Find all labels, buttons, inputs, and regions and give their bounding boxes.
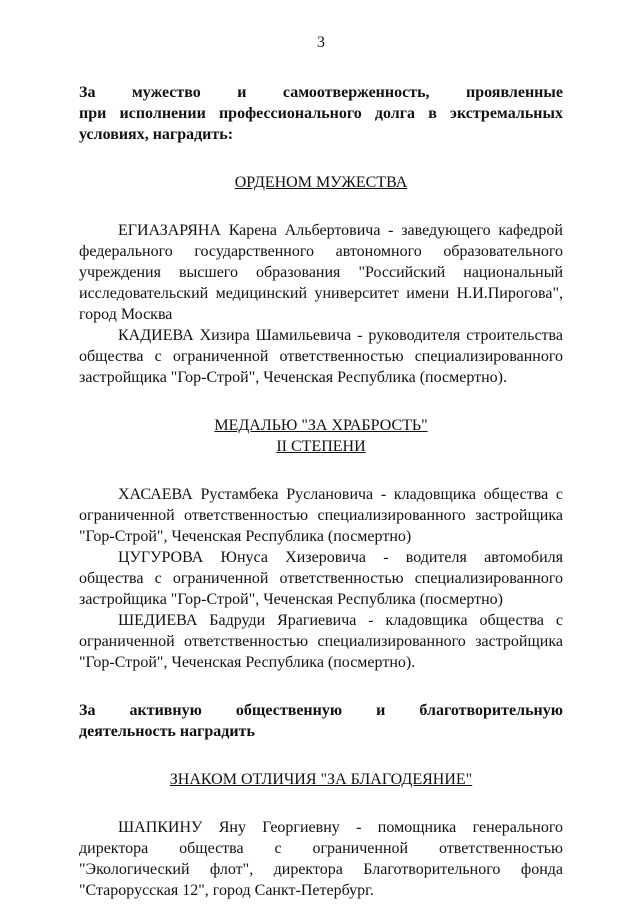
award-title-degree: II СТЕПЕНИ xyxy=(276,438,366,455)
section-intro-first-line: За активную общественную и благотворительную xyxy=(79,702,563,719)
recipient-entry: ХАСАЕВА Рустамбека Руслановича - кладовщика общества с ограниченной ответственностью специализированного застройщика "Гор-Строй", Чеченская Республика (посмертно) xyxy=(79,486,563,545)
award-title: ЗНАКОМ ОТЛИЧИЯ "ЗА БЛАГОДЕЯНИЕ" xyxy=(169,771,473,788)
award-section-courage xyxy=(79,82,563,673)
recipient-entry: ЕГИАЗАРЯНА Карена Альбертовича - заведующего кафедрой федерального государственного автономного образовательного учреждения высшего образования "Российский национальный исследовательский медицинский университет имени Н.И.Пирогова", город Москва xyxy=(79,222,563,323)
section-intro-first-line: За мужество и самоотверженность, проявленные xyxy=(79,84,563,101)
recipient-entry: КАДИЕВА Хизира Шамильевича - руководителя строительства общества с ограниченной ответственностью специализированного застройщика "Гор-Строй", Чеченская Республика (посмертно). xyxy=(79,327,563,386)
section-intro-rest: деятельность наградить xyxy=(79,723,255,740)
award-title: МЕДАЛЬЮ "ЗА ХРАБРОСТЬ" xyxy=(214,417,428,434)
award-badge-for-charity xyxy=(79,769,563,901)
award-medal-for-bravery xyxy=(79,415,563,673)
recipient-entry: ШАПКИНУ Яну Георгиевну - помощника генерального директора общества с ограниченной ответственностью "Экологический флот", директора Благотворительного фонда "Старорусская 12", город Санкт-Петербург. xyxy=(79,819,563,899)
award-order-of-courage xyxy=(79,172,563,388)
section-intro-rest: при исполнении профессионального долга в экстремальных условиях, наградить: xyxy=(79,105,563,143)
recipient-entry: ШЕДИЕВА Бадруди Ярагиевича - кладовщика общества с ограниченной ответственностью специализированного застройщика "Гор-Строй", Чеченская Республика (посмертно). xyxy=(79,612,563,671)
award-section-charity xyxy=(79,700,563,901)
recipient-entry: ЦУГУРОВА Юнуса Хизеровича - водителя автомобиля общества с ограниченной ответственностью специализированного застройщика "Гор-Строй", Чеченская Республика (посмертно) xyxy=(79,549,563,608)
page-number: 3 xyxy=(317,34,325,51)
document-page xyxy=(79,32,563,901)
award-title: ОРДЕНОМ МУЖЕСТВА xyxy=(234,174,408,191)
